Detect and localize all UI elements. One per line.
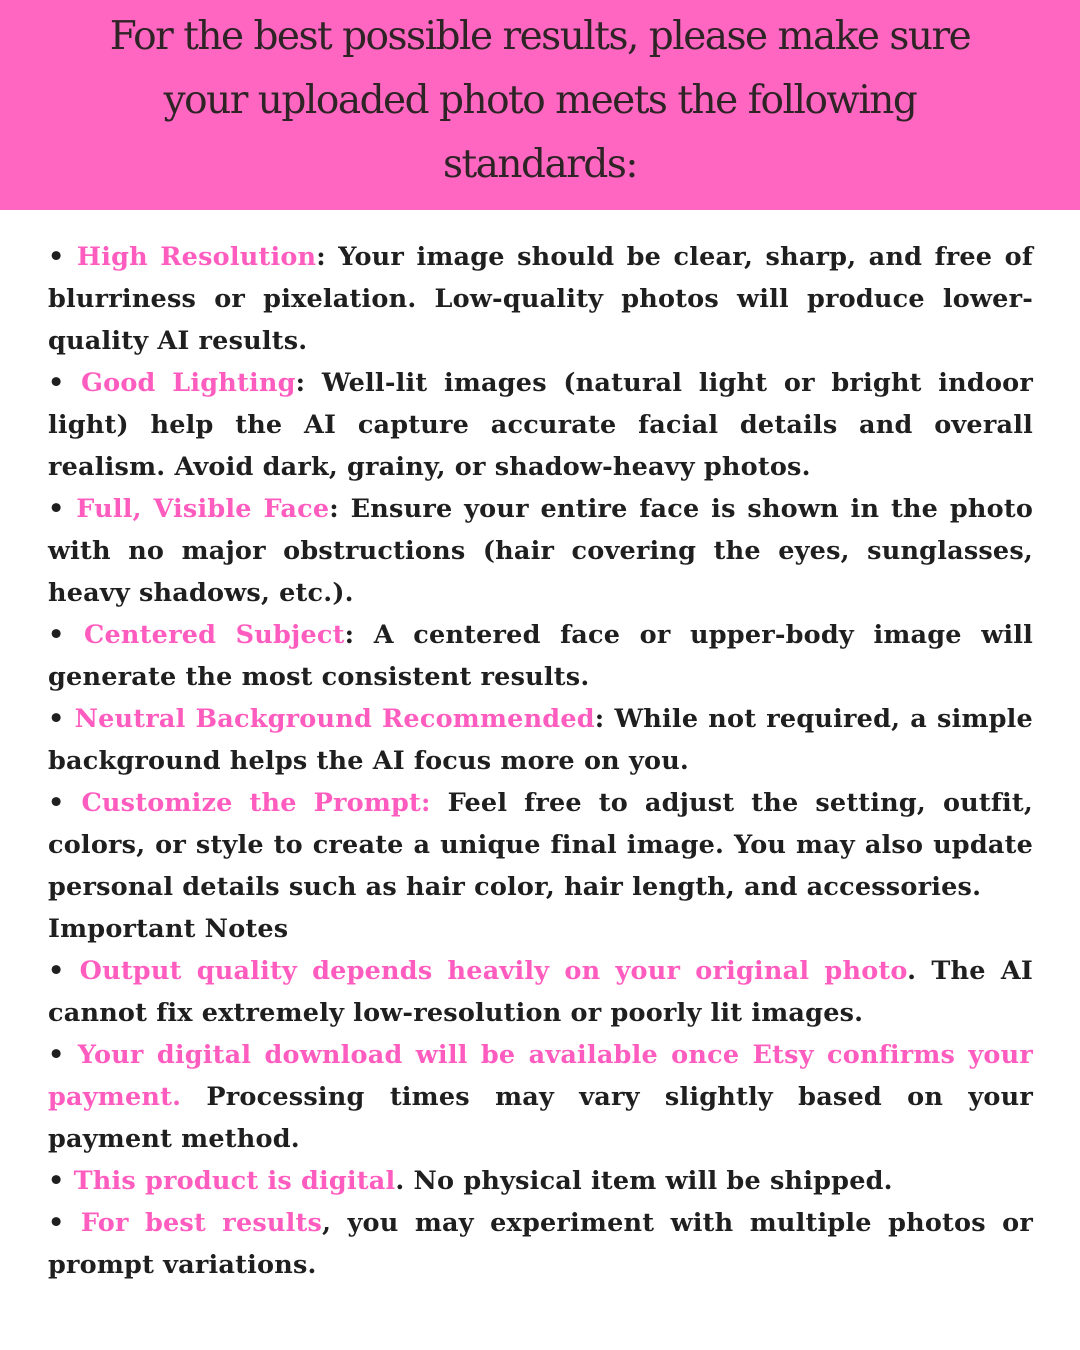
item-text: , you may experiment with multiple photos or prompt variations. [48,1208,1033,1280]
notes-heading: Important Notes [48,914,289,944]
page-title: For the best possible results, please make sure your uploaded photo meets the following standards: [109,14,971,187]
item-term: Good Lighting [81,368,296,398]
item-term: Centered Subject [84,620,345,650]
item-term: High Resolution [76,242,317,272]
bullet: • [48,620,65,650]
item-term: Output quality depends heavily on your original photo [79,956,908,986]
item-text: Feel free to adjust the setting, outfit, colors, or style to create a unique final image. You may also update personal details such as hair color, hair length, and accessories. [48,788,1033,902]
header-banner [0,0,1080,210]
note-item [48,1202,1033,1286]
standard-item [48,782,1033,908]
standard-item [48,236,1033,362]
item-text: : Ensure your entire face is shown in the photo with no major obstructions (hair covering the eyes, sunglasses, heavy shadows, etc.). [48,494,1034,608]
bullet: • [48,704,65,734]
bullet: • [48,1040,65,1070]
item-text: Processing times may vary slightly based on your payment method. [48,1082,1033,1154]
item-text: : Well-lit images (natural light or bright indoor light) help the AI capture accurate facial details and overall realism. Avoid dark, grainy, or shadow-heavy photos. [48,368,1033,482]
bullet: • [48,956,65,986]
note-item [48,1160,1033,1202]
item-term: Neutral Background Recommended [74,704,595,734]
standard-item [48,362,1033,488]
item-term: This product is digital [73,1166,396,1196]
item-term: Customize the Prompt: [81,788,431,818]
standard-item [48,614,1033,698]
item-term: Your digital download will be available once Etsy confirms your payment. [48,1040,1033,1112]
item-text: . The AI cannot fix extremely low-resolution or poorly lit images. [48,956,1033,1028]
item-term: Full, Visible Face [76,494,330,524]
standard-item [48,698,1033,782]
bullet: • [48,1166,65,1196]
note-item [48,950,1033,1034]
bullet: • [48,1208,65,1238]
item-text: : Your image should be clear, sharp, and free of blurriness or pixelation. Low-quality photos will produce lower-quality AI results. [48,242,1033,356]
note-item [48,1034,1033,1160]
bullet: • [48,368,65,398]
item-text: . No physical item will be shipped. [395,1166,893,1196]
item-text: : A centered face or upper-body image will generate the most consistent results. [48,620,1034,692]
item-text: : While not required, a simple background helps the AI focus more on you. [48,704,1033,776]
bullet: • [48,788,65,818]
bullet: • [48,494,65,524]
bullet: • [48,242,65,272]
standard-item [48,488,1033,614]
item-term: For best results [80,1208,323,1238]
content-body [48,236,1033,1286]
